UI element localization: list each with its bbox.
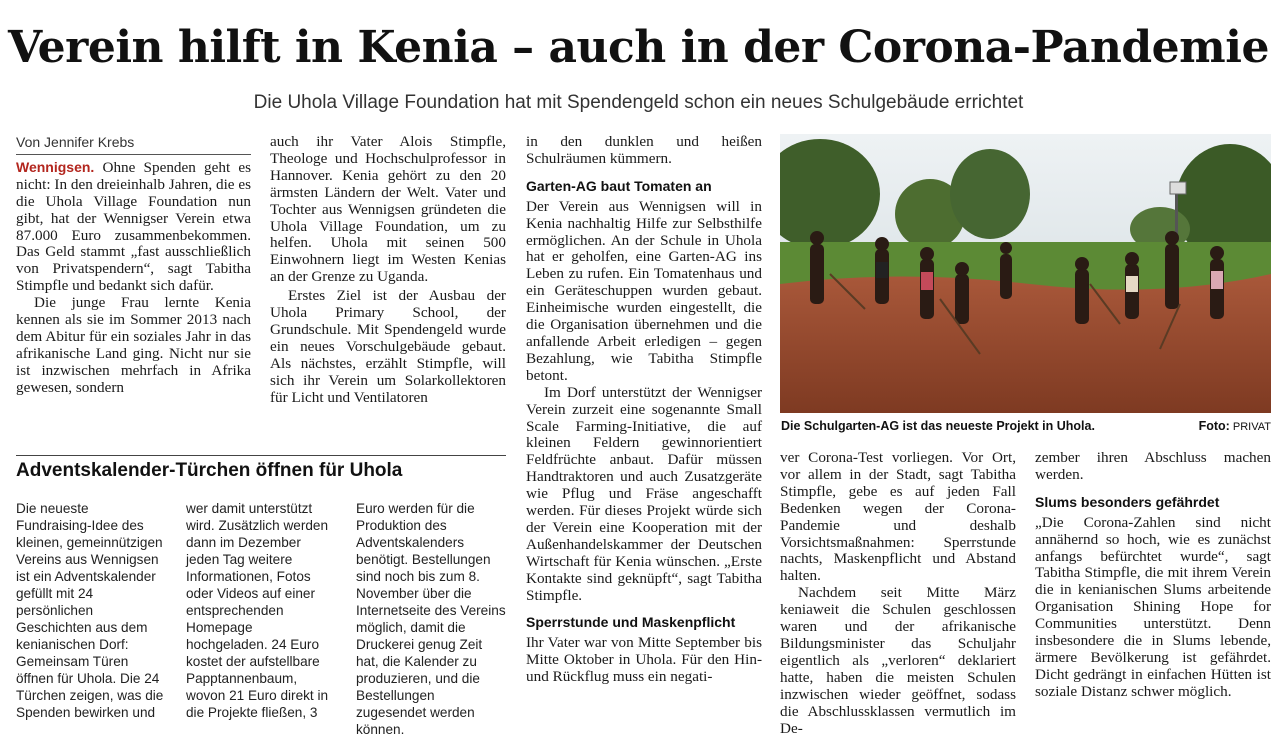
box-title: Adventskalender-Türchen öffnen für Uhola — [16, 460, 403, 481]
box-divider — [16, 455, 506, 456]
subheading: Slums besonders gefährdet — [1035, 493, 1220, 510]
box-column-1 — [16, 500, 166, 721]
paragraph: Der Verein aus Wennigsen will in Kenia nachhaltig Hilfe zur Selbsthilfe ermöglichen. An der Schule in Uhola hat er geholfen, eine Garten-AG ins Leben zu rufen. Ein Tomatenhaus und ein Geräteschuppen wurden gebaut. Einheimische wurden eingestellt, die die Organisation übernehmen und die anfallende Arbeit erledigen – gegen Bezahlung, wie Tabitha Stimpfle betont. — [526, 197, 762, 384]
paragraph: Nachdem seit Mitte März keniaweit die Schulen geschlossen waren und der afrikanische Bildungsminister das Schuljahr eigentlich als „verloren“ deklariert hatte, haben die meisten Schulen inzwischen wieder geöffnet, sodass die Abschlussklassen vermutlich im De- — [780, 584, 1016, 737]
paragraph: Ohne Spenden geht es nicht: In den dreieinhalb Jahren, die es die Uhola Village Foundation nun gibt, hat der Wennigser Verein etwa 87.000 Euro zusammenbekommen. Das Geld stammt „fast ausschließlich von Privatspendern“, sagt Tabitha Stimpfle und bedankt sich dafür. — [16, 158, 251, 295]
byline: Von Jennifer Krebs — [16, 134, 251, 155]
box-column-2 — [186, 500, 336, 721]
paragraph: ver Corona-Test vorliegen. Vor Ort, vor allem in der Stadt, sagt Tabitha Stimpfle, gebe es auf jeden Fall Bedenken wegen der Corona-Pandemie und deshalb Vorsichtsmaßnahmen: Sperrstunde nachts, Maskenpflicht und Abstand halten. — [780, 449, 1016, 585]
paragraph: Im Dorf unterstützt der Wennigser Verein zurzeit eine sogenannte Small Scale Farming-Initiative, die auf kleinen Feldern gewinnorientiert Feldfrüchte anbaut. Dafür müssen Handtraktoren und auch Zusatzgeräte wie Pflug und Fräse angeschafft werden. Für dieses Projekt würde sich der Verein eine Kooperation mit der Außenhandelskammer der Deutschen Wirtschaft für Kenia wünschen. „Erste Kontakte sind geknüpft“, sagt Tabitha Stimpfle. — [526, 383, 762, 604]
article-column-2 — [270, 134, 506, 407]
headline: Verein hilft in Kenia – auch in der Corona-Pandemie — [8, 22, 1269, 73]
paragraph: Ihr Vater war von Mitte September bis Mitte Oktober in Uhola. Für den Hin- und Rückflug muss ein negati- — [526, 634, 762, 686]
box-paragraph: Die neueste Fundraising-Idee des kleinen, gemeinnützigen Vereins aus Wennigsen ist ein Adventskalender gefüllt mit 24 persönlichen Geschichten aus dem kenianischen Dorf: Gemeinsam Türen öffnen für Uhola. Die 24 Türchen zeigen, was die Spenden bewirken und — [16, 501, 164, 720]
paragraph: Erstes Ziel ist der Ausbau der Uhola Primary School, der Grundschule. Mit Spendengeld wurde ein neues Vorschulgebäude gebaut. Als nächstes, erzählt Stimpfle, will sich ihr Verein um Solarkollektoren für Licht und Ventilatoren — [270, 287, 506, 406]
paragraph: zember ihren Abschluss machen werden. — [1035, 449, 1271, 483]
subheading: Garten-AG baut Tomaten an — [526, 177, 712, 194]
subheadline: Die Uhola Village Foundation hat mit Spendengeld schon ein neues Schulgebäude errichtet — [253, 92, 1024, 113]
photo-credit: Foto: PRIVAT — [1198, 419, 1271, 433]
caption-text: Die Schulgarten-AG ist das neueste Projekt in Uhola. — [781, 419, 1095, 433]
article-column-3 — [526, 134, 762, 686]
paragraph: auch ihr Vater Alois Stimpfle, Theologe und Hochschulprofessor in Hannover. Kenia gehört zu den 20 ärmsten Ländern der Welt. Vater und Tochter aus Wennigsen gründeten die Uhola Village Foundation, um zu helfen. Uhola mit seinen 500 Einwohnern liegt im Westen Kenias an der Grenze zu Uganda. — [270, 133, 506, 286]
photo-caption — [781, 419, 1271, 433]
article-photo — [780, 134, 1271, 413]
paragraph: „Die Corona-Zahlen sind nicht annähernd so hoch, wie es zunächst anfangs befürchtet wurde“, sagt Tabitha Stimpfle, die mit ihrem Verein die in kenianischen Slums arbeitende Organisation Shining Hope for Communities unterstützt. Denn insbesondere die in Slums lebende, ärmere Bevölkerung ist gefährdet. Dicht gedrängt in einfachen Hütten ist soziale Distanz schwer möglich. — [1035, 513, 1271, 700]
article-column-5 — [1035, 450, 1271, 701]
paragraph: in den dunklen und heißen Schulräumen kümmern. — [526, 133, 762, 167]
subheading: Sperrstunde und Maskenpflicht — [526, 614, 736, 631]
box-paragraph: wer damit unterstützt wird. Zusätzlich werden dann im Dezember jeden Tag weitere Informationen, Fotos oder Videos auf einer entsprechenden Homepage hochgeladen. 24 Euro kostet der aufstellbare Papptannenbaum, wovon 21 Euro direkt in die Projekte fließen, 3 — [186, 501, 329, 720]
box-column-3 — [356, 500, 506, 738]
school-garden-photo — [780, 134, 1271, 413]
paragraph: Die junge Frau lernte Kenia kennen als sie im Sommer 2013 nach dem Abitur für ein soziales Jahr in das afrikanische Land ging. Nicht nur sie ist inzwischen mehrfach in Afrika gewesen, sondern — [16, 294, 251, 396]
article-column-1 — [16, 134, 251, 397]
box-paragraph: Euro werden für die Produktion des Adventskalenders benötigt. Bestellungen sind noch bis zum 8. November über die Internetseite des Vereins möglich, damit die Druckerei genug Zeit hat, die Kalender zu produzieren, und die Bestellungen zugesendet werden können. — [356, 501, 506, 737]
article-column-4 — [780, 450, 1016, 737]
dateline: Wennigsen. — [16, 158, 95, 175]
